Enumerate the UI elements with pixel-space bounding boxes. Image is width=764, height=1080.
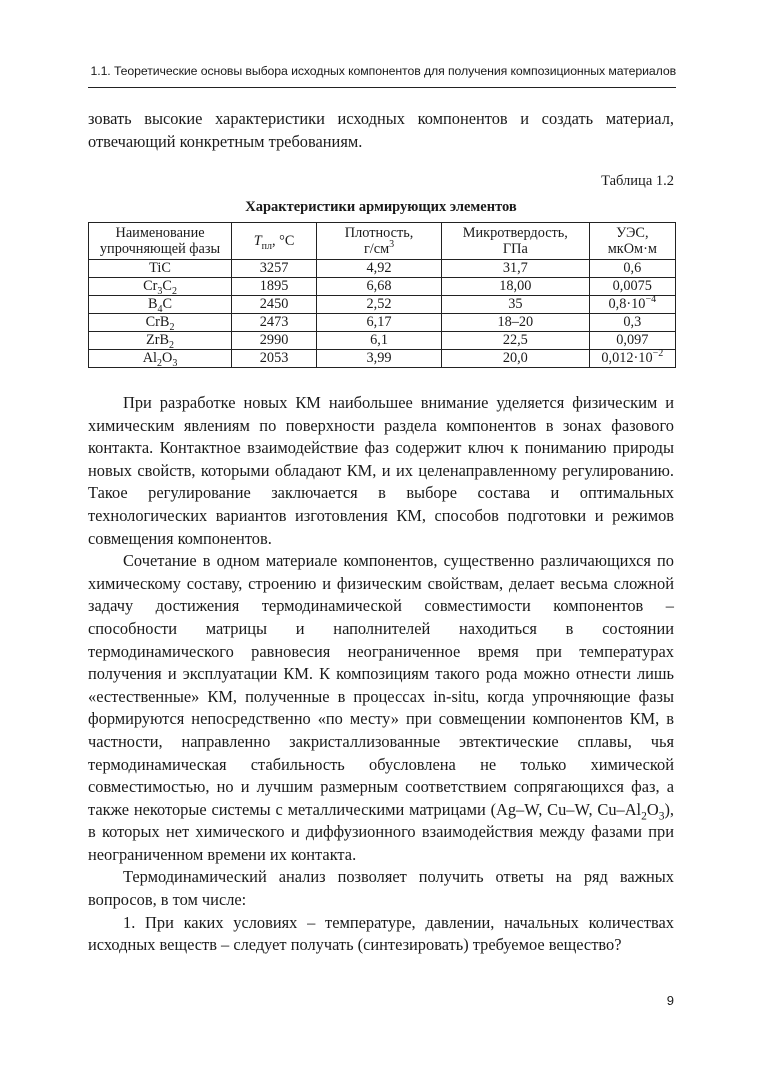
col-header-phase [89, 223, 232, 260]
list-item-question-1: 1. При каких условиях – температуре, давлении, начальных количествах исходных веществ – следует получать (синтезировать) требуемое вещество? [88, 912, 674, 955]
cell-resistivity: 0,097 [589, 332, 675, 350]
cell-density: 6,1 [317, 332, 442, 350]
col-header-density-line1: Плотность, [344, 225, 414, 241]
main-text [88, 392, 674, 957]
table-row [89, 260, 676, 278]
table-row [89, 278, 676, 296]
cell-phase: CrB$_2$ [89, 314, 232, 332]
paragraph-thermodynamic-compatibility: Сочетание в одном материале компонентов, существенно различающихся по химическому составу, строению и физическим свойствам, делает весьма сложной задачу достижения термодинамической совместимости компонентов – способности матрицы и наполнителей находиться в состоянии термодинамического равновесия неограниченное время при температурах получения и эксплуатации КМ. К композициям такого рода можно отнести лишь «естественные» КМ, полученные в процессах in-situ, когда упрочняющие фазы формируются непосредственно «по месту» при совмещении компонентов КМ, в частности, направленно закристаллизованные эвтектические сплавы, чья термодинамическая стабильность обусловлена не только химической совместимостью, но и лучшим размерным соответствием сопрягающихся фаз, а также некоторые системы с металлическими матрицами (Ag–W, Cu–W, $Cu-Al_2O_3$), в которых нет химического и диффузионного взаимодействия между фазами при неограниченном времени их контакта. [88, 551, 674, 864]
cell-phase: TiC [89, 260, 232, 278]
running-header: 1.1. Теоретические основы выбора исходных компонентов для получения композиционных материалов [90, 64, 676, 78]
cell-resistivity: $0,8\cdot 10^{-4}$ [589, 296, 675, 314]
temp-subscript: пл [261, 240, 273, 252]
cell-phase: ZrB$_2$ [89, 332, 232, 350]
cell-hardness: 31,7 [442, 260, 590, 278]
reinforcing-elements-table [88, 222, 676, 368]
col-header-hardness-line2: ГПа [502, 241, 528, 257]
table-header-row [89, 223, 676, 260]
col-header-phase-line1: Наименование [115, 225, 205, 241]
temp-symbol: T [253, 233, 262, 249]
col-header-phase-line2: упрочняющей фазы [99, 241, 221, 257]
cell-density: 6,17 [317, 314, 442, 332]
col-header-ues-line2: мкОм·м [607, 241, 657, 257]
paragraph-contact-interaction: При разработке новых КМ наибольшее внимание уделяется физическим и химическим явлениям по поверхности раздела компонентов в зонах фазового контакта. Контактное взаимодействие фаз содержит ключ к пониманию природы новых свойств, которыми обладают КМ, и их целенаправленному регулированию. Такое регулирование заключается в выборе состава и оптимальных технологических вариантов изготовления КМ, способов подготовки и режимов совмещения компонентов. [88, 393, 674, 548]
cell-temp: 1895 [232, 278, 317, 296]
density-exponent: 3 [389, 239, 395, 251]
page-number: 9 [666, 993, 674, 1008]
paragraph-thermodynamic-analysis: Термодинамический анализ позволяет получить ответы на ряд важных вопросов, в том числе: [88, 867, 674, 910]
table-row [89, 350, 676, 368]
cell-hardness: 35 [442, 296, 590, 314]
col-header-hardness-line1: Микротвердость, [462, 225, 568, 241]
intro-paragraph: зовать высокие характеристики исходных компонентов и создать материал, отвечающий конкретным требованиям. [88, 109, 674, 151]
cell-resistivity: 0,6 [589, 260, 675, 278]
table-title: Характеристики армирующих элементов [245, 199, 517, 215]
col-header-resistivity [589, 223, 675, 260]
col-header-density [317, 223, 442, 260]
cell-resistivity: 0,3 [589, 314, 675, 332]
cell-temp: 2990 [232, 332, 317, 350]
col-header-microhardness [442, 223, 590, 260]
cell-hardness: 18–20 [442, 314, 590, 332]
cell-hardness: 20,0 [442, 350, 590, 368]
cell-phase: $Cr_3C_2$ [89, 278, 232, 296]
cell-temp: 2450 [232, 296, 317, 314]
cell-hardness: 18,00 [442, 278, 590, 296]
table-row [89, 332, 676, 350]
cell-density: 4,92 [317, 260, 442, 278]
temp-unit: , °С [272, 233, 295, 249]
cell-density: 2,52 [317, 296, 442, 314]
table-row [89, 314, 676, 332]
col-header-ues-line1: УЭС, [616, 225, 649, 241]
table-number: Таблица 1.2 [601, 173, 674, 189]
col-header-melting-temp [232, 223, 317, 260]
cell-phase: $B_4C$ [89, 296, 232, 314]
cell-hardness: 22,5 [442, 332, 590, 350]
cell-temp: 3257 [232, 260, 317, 278]
density-unit: г/см [363, 241, 390, 257]
cell-temp: 2053 [232, 350, 317, 368]
cell-resistivity: 0,0075 [589, 278, 675, 296]
cell-phase: $Al_2O_3$ [89, 350, 232, 368]
cell-density: 6,68 [317, 278, 442, 296]
table-row [89, 296, 676, 314]
cell-temp: 2473 [232, 314, 317, 332]
header-rule [88, 87, 676, 88]
intro-text [88, 108, 674, 153]
cell-resistivity: $0,012\cdot 10^{-2}$ [589, 350, 675, 368]
cell-density: 3,99 [317, 350, 442, 368]
